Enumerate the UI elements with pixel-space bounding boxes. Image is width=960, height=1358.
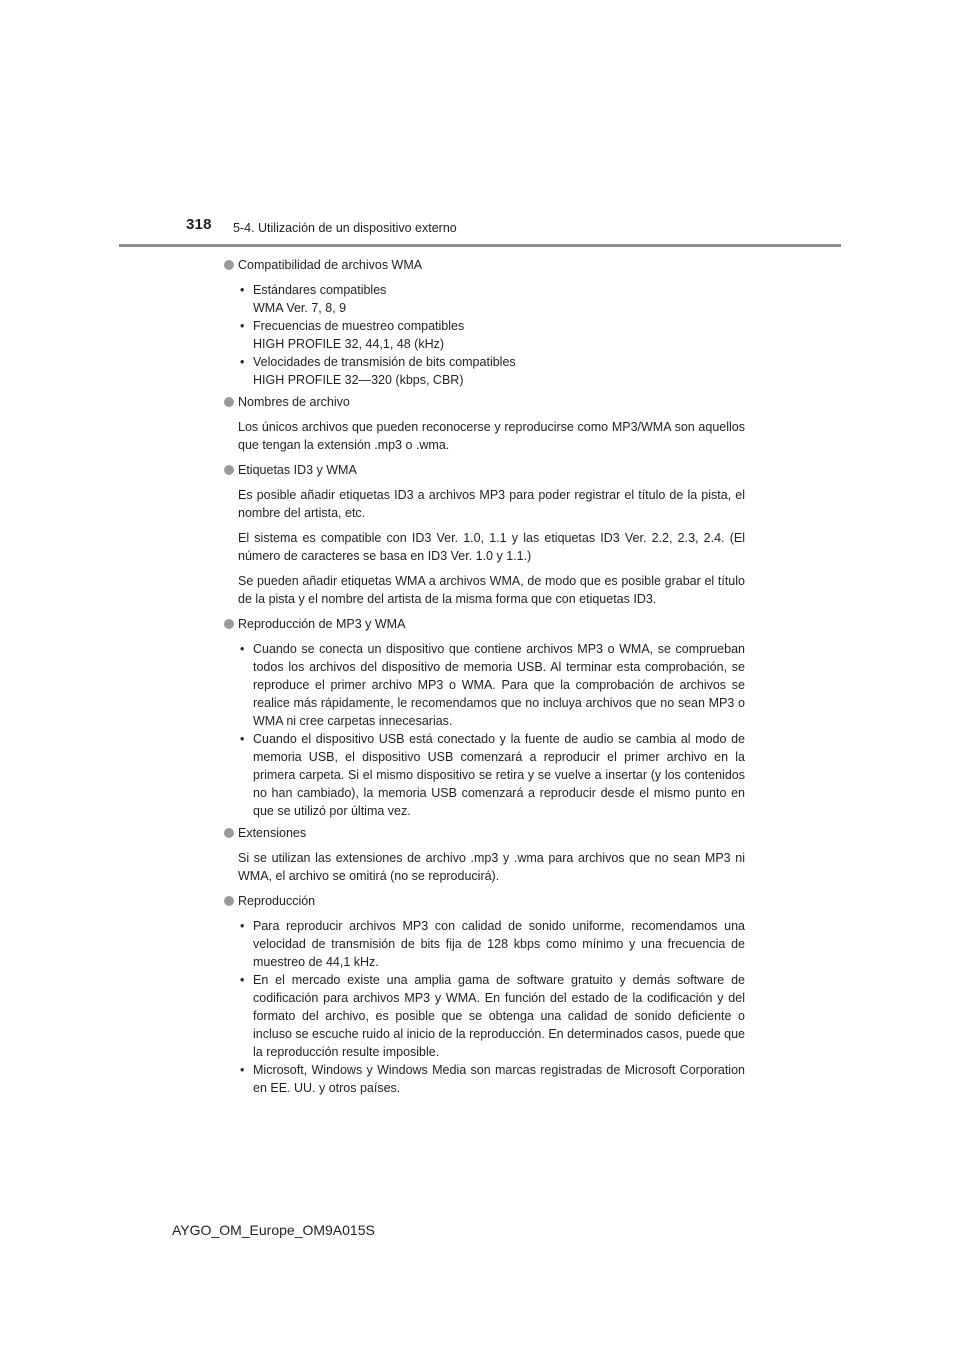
body-paragraph: El sistema es compatible con ID3 Ver. 1.0, 1.1 y las etiquetas ID3 Ver. 2.2, 2.3, 2.4. (El número de caracteres se basa en ID3 Ver. 1.0 y 1.1.) — [238, 531, 745, 563]
circle-bullet-icon — [224, 619, 234, 629]
circle-bullet-icon — [224, 896, 234, 906]
section-heading-text: Compatibilidad de archivos WMA — [238, 258, 423, 272]
content-section — [224, 393, 745, 454]
dot-bullet-icon: • — [240, 319, 245, 333]
list-item — [238, 317, 745, 353]
page-content — [224, 256, 745, 1101]
circle-bullet-icon — [224, 397, 234, 407]
list-item-detail: HIGH PROFILE 32, 44,1, 48 (kHz) — [253, 337, 445, 351]
body-paragraph: Se pueden añadir etiquetas WMA a archivos WMA, de modo que es posible grabar el título de la pista y el nombre del artista de la misma forma que con etiquetas ID3. — [238, 574, 745, 606]
list-item-detail: HIGH PROFILE 32—320 (kbps, CBR) — [253, 373, 464, 387]
list-item-text: Para reproducir archivos MP3 con calidad de sonido uniforme, recomendamos una velocidad de transmisión de bits fija de 128 kbps como mínimo y una frecuencia de muestreo de 44,1 kHz. — [253, 919, 745, 969]
list-item-detail: WMA Ver. 7, 8, 9 — [253, 301, 347, 315]
list-item — [238, 730, 745, 820]
list-item — [238, 353, 745, 389]
document-code: AYGO_OM_Europe_OM9A015S — [172, 1222, 375, 1238]
list-item — [238, 1061, 745, 1097]
section-heading — [224, 256, 745, 274]
bullet-list — [238, 640, 745, 820]
list-item-text: Microsoft, Windows y Windows Media son marcas registradas de Microsoft Corporation en EE. UU. y otros países. — [253, 1063, 745, 1095]
body-paragraph: Los únicos archivos que pueden reconocerse y reproducirse como MP3/WMA son aquellos que tengan la extensión .mp3 o .wma. — [238, 420, 745, 452]
dot-bullet-icon: • — [240, 1063, 245, 1077]
bullet-list — [238, 917, 745, 1097]
dot-bullet-icon: • — [240, 355, 245, 369]
circle-bullet-icon — [224, 260, 234, 270]
section-heading — [224, 393, 745, 411]
list-item-text: Frecuencias de muestreo compatibles — [253, 319, 465, 333]
page-number: 318 — [186, 216, 212, 233]
section-heading-text: Reproducción — [238, 894, 316, 908]
header-rule — [119, 244, 841, 247]
list-item — [238, 971, 745, 1061]
section-heading-text: Extensiones — [238, 826, 307, 840]
dot-bullet-icon: • — [240, 732, 245, 746]
section-heading — [224, 892, 745, 910]
list-item — [238, 640, 745, 730]
section-heading — [224, 615, 745, 633]
section-heading-text: Reproducción de MP3 y WMA — [238, 617, 406, 631]
dot-bullet-icon: • — [240, 973, 245, 987]
content-section — [224, 615, 745, 820]
section-heading-text: Nombres de archivo — [238, 395, 350, 409]
list-item-text: Estándares compatibles — [253, 283, 387, 297]
bullet-list — [238, 281, 745, 389]
section-heading — [224, 824, 745, 842]
list-item-text: Velocidades de transmisión de bits compatibles — [253, 355, 516, 369]
section-heading — [224, 461, 745, 479]
list-item-text: Cuando se conecta un dispositivo que contiene archivos MP3 o WMA, se comprueban todos los archivos del dispositivo de memoria USB. Al terminar esta comprobación, se reproduce el primer archivo MP3 o WMA. Para que la comprobación de archivos se realice más rápidamente, le recomendamos que no incluya archivos que no sean MP3 o WMA ni cree carpetas innecesarias. — [253, 642, 745, 728]
body-paragraph: Es posible añadir etiquetas ID3 a archivos MP3 para poder registrar el título de la pista, el nombre del artista, etc. — [238, 488, 745, 520]
list-item-text: En el mercado existe una amplia gama de software gratuito y demás software de codificación para archivos MP3 y WMA. En función del estado de la codificación y del formato del archivo, es posible que se obtenga una calidad de sonido deficiente o incluso se escuche ruido al inicio de la reproducción. En determinados casos, puede que la reproducción resulte imposible. — [253, 973, 745, 1059]
circle-bullet-icon — [224, 828, 234, 838]
list-item — [238, 281, 745, 317]
body-paragraph: Si se utilizan las extensiones de archivo .mp3 y .wma para archivos que no sean MP3 ni WMA, el archivo se omitirá (no se reproducirá). — [238, 851, 745, 883]
dot-bullet-icon: • — [240, 283, 245, 297]
content-section — [224, 824, 745, 885]
section-title: 5-4. Utilización de un dispositivo externo — [233, 221, 457, 235]
content-section — [224, 461, 745, 608]
dot-bullet-icon: • — [240, 642, 245, 656]
list-item-text: Cuando el dispositivo USB está conectado y la fuente de audio se cambia al modo de memoria USB, el dispositivo USB comenzará a reproducir el primer archivo en la primera carpeta. Si el mismo dispositivo se retira y se vuelve a insertar (y los contenidos no han cambiado), la memoria USB comenzará a reproducir desde el mismo punto en que se utilizó por última vez. — [253, 732, 745, 818]
section-heading-text: Etiquetas ID3 y WMA — [238, 463, 357, 477]
dot-bullet-icon: • — [240, 919, 245, 933]
content-section — [224, 256, 745, 389]
circle-bullet-icon — [224, 465, 234, 475]
list-item — [238, 917, 745, 971]
content-section — [224, 892, 745, 1097]
